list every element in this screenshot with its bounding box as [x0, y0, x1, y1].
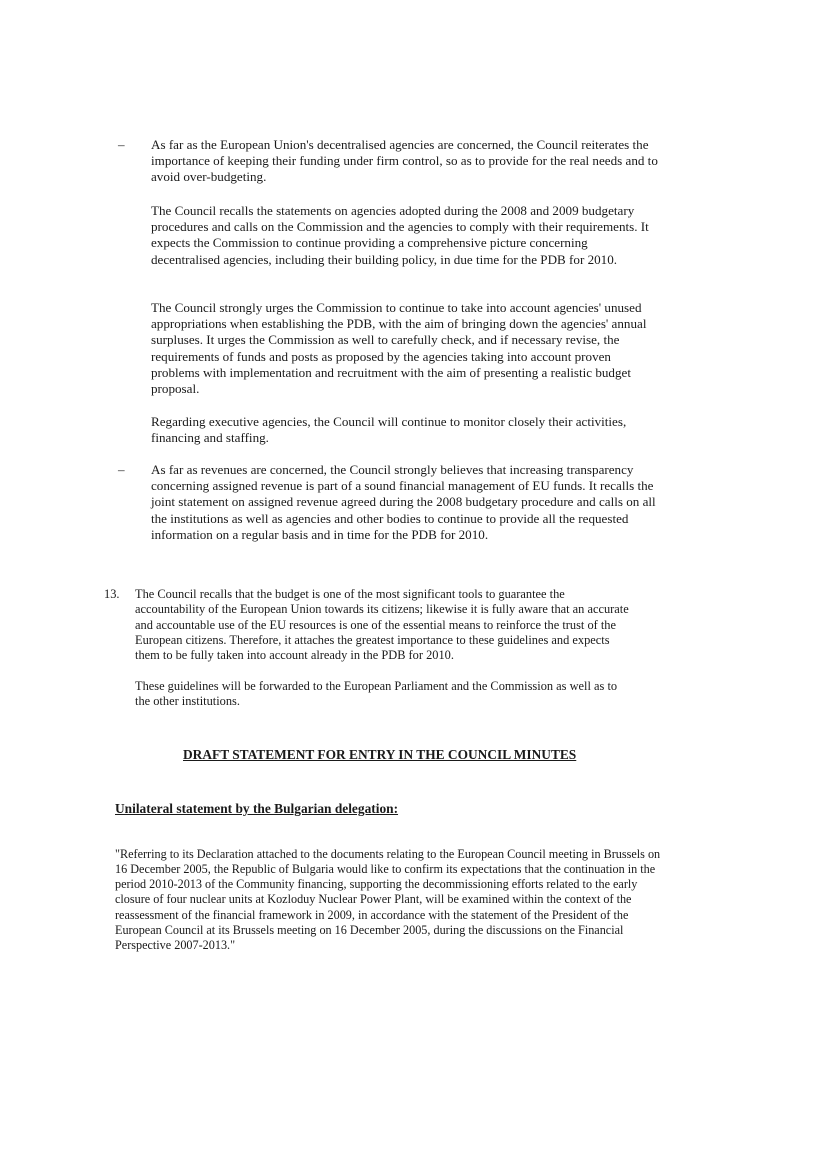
agencies-statements-paragraph: The Council recalls the statements on agencies adopted during the 2008 and 2009 budgetary procedures and calls on the Commission and the agencies to comply with their requirements. It expects the Commission to continue providing a comprehensive picture concerning decentralised agencies, including their building policy, in due time for the PDB for 2010. — [151, 203, 649, 267]
point-number: 13. — [104, 587, 120, 601]
unilateral-statement-heading: Unilateral statement by the Bulgarian delegation: — [115, 801, 399, 816]
bullet-marker: – — [118, 462, 125, 477]
draft-statement-heading: DRAFT STATEMENT FOR ENTRY IN THE COUNCIL MINUTES — [183, 747, 577, 762]
revenues-paragraph: As far as revenues are concerned, the Council strongly believes that increasing transparency concerning assigned revenue is part of a sound financial management of EU funds. It recalls the joint statement on assigned revenue agreed during the 2008 budgetary procedure and calls on all the institutions as well as agencies and other bodies to continue to provide all the requested information on a regular basis and in time for the PDB for 2010. — [151, 462, 656, 542]
executive-agencies-paragraph: Regarding executive agencies, the Council will continue to monitor closely their activities, financing and staffing. — [151, 414, 627, 446]
bullet-marker: – — [118, 137, 125, 152]
agencies-paragraph: As far as the European Union's decentralised agencies are concerned, the Council reiterates the importance of keeping their funding under firm control, so as to provide for the real needs and to avoid over-budgeting. — [151, 137, 658, 185]
unused-appropriations-paragraph: The Council strongly urges the Commission to continue to take into account agencies' unused appropriations when establishing the PDB, with the aim of bringing down the agencies' annual surpluses. It urges the Commission as well to carefully check, and if necessary revise, the requirements of funds and posts as proposed by the agencies taking into account proven problems with implementation and recruitment with the aim of presenting a realistic budget proposal. — [151, 300, 647, 397]
bulgarian-statement-text: "Referring to its Declaration attached to the documents relating to the European Council meeting in Brussels on 16 December 2005, the Republic of Bulgaria would like to confirm its expectations that the continuation in the period 2010-2013 of the Community financing, supporting the decommissioning efforts related to the early closure of four nuclear units at Kozloduy Nuclear Power Plant, will be examined within the context of the reassessment of the financial framework in 2009, in accordance with the statement of the President of the European Council at its Brussels meeting on 16 December 2005, during the discussions on the Financial Perspective 2007-2013." — [115, 847, 661, 952]
forwarding-paragraph: These guidelines will be forwarded to the European Parliament and the Commission as well as to the other institutions. — [135, 679, 618, 709]
accountability-paragraph: The Council recalls that the budget is one of the most significant tools to guarantee the accountability of the European Union towards its citizens; likewise it is fully aware that an accurate and accountable use of the EU resources is one of the essential means to reinforce the trust of the European citizens. Therefore, it attaches the greatest importance to these guidelines and expects them to be fully taken into account already in the PDB for 2010. — [135, 587, 629, 663]
